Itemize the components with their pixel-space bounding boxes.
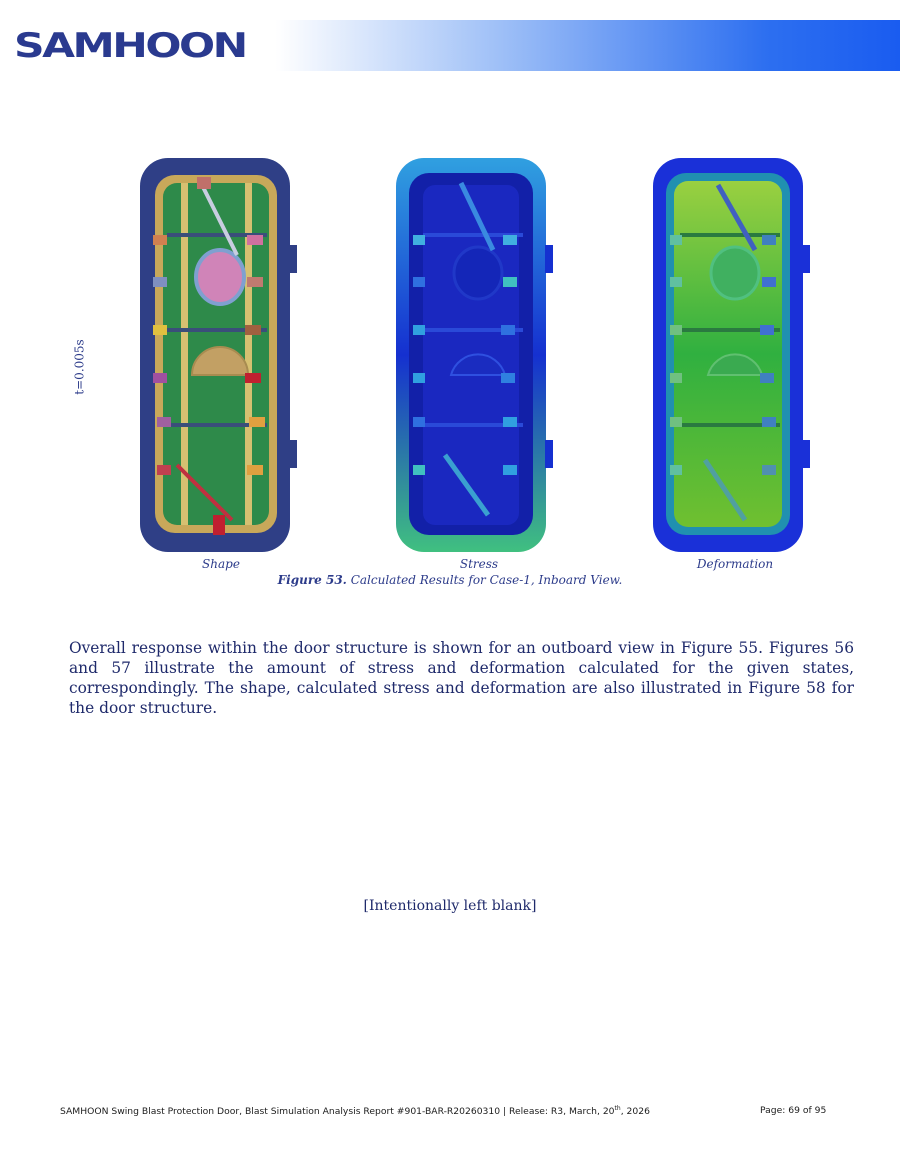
- shape-label: Shape: [202, 557, 240, 571]
- body-paragraph: Overall response within the door structure is shown for an outboard view in Figure 55. Figures 56 and 57 illustrate the amount of stress and deformation calculated for the given states, correspondingly. The shape, calculated stress and deformation are also illustrated in Figure 58 for the door structure.: [69, 639, 854, 717]
- footer-report-sup: th: [614, 1105, 621, 1112]
- figure-number: Figure 53.: [277, 573, 347, 587]
- blank-note: [Intentionally left blank]: [363, 898, 537, 914]
- footer-report-suffix: , 2026: [620, 1106, 650, 1118]
- footer-report-info: [60, 1105, 650, 1117]
- footer-report-prefix: SAMHOON Swing Blast Protection Door, Blast Simulation Analysis Report #901-BAR-R20260310 | Release: R3, March, 20: [60, 1106, 615, 1118]
- figure-caption-text: Calculated Results for Case-1, Inboard View.: [350, 573, 623, 587]
- stress-label: Stress: [459, 557, 499, 571]
- deformation-label: Deformation: [696, 557, 774, 571]
- shape-figure: [137, 155, 302, 555]
- time-label: t=0.005s: [72, 339, 87, 395]
- stress-figure: [393, 155, 558, 555]
- deformation-figure: [650, 155, 815, 555]
- company-logo: SAMHOON: [14, 26, 246, 66]
- footer-page-number: Page: 69 of 95: [760, 1105, 827, 1116]
- figure-caption: [0, 573, 900, 587]
